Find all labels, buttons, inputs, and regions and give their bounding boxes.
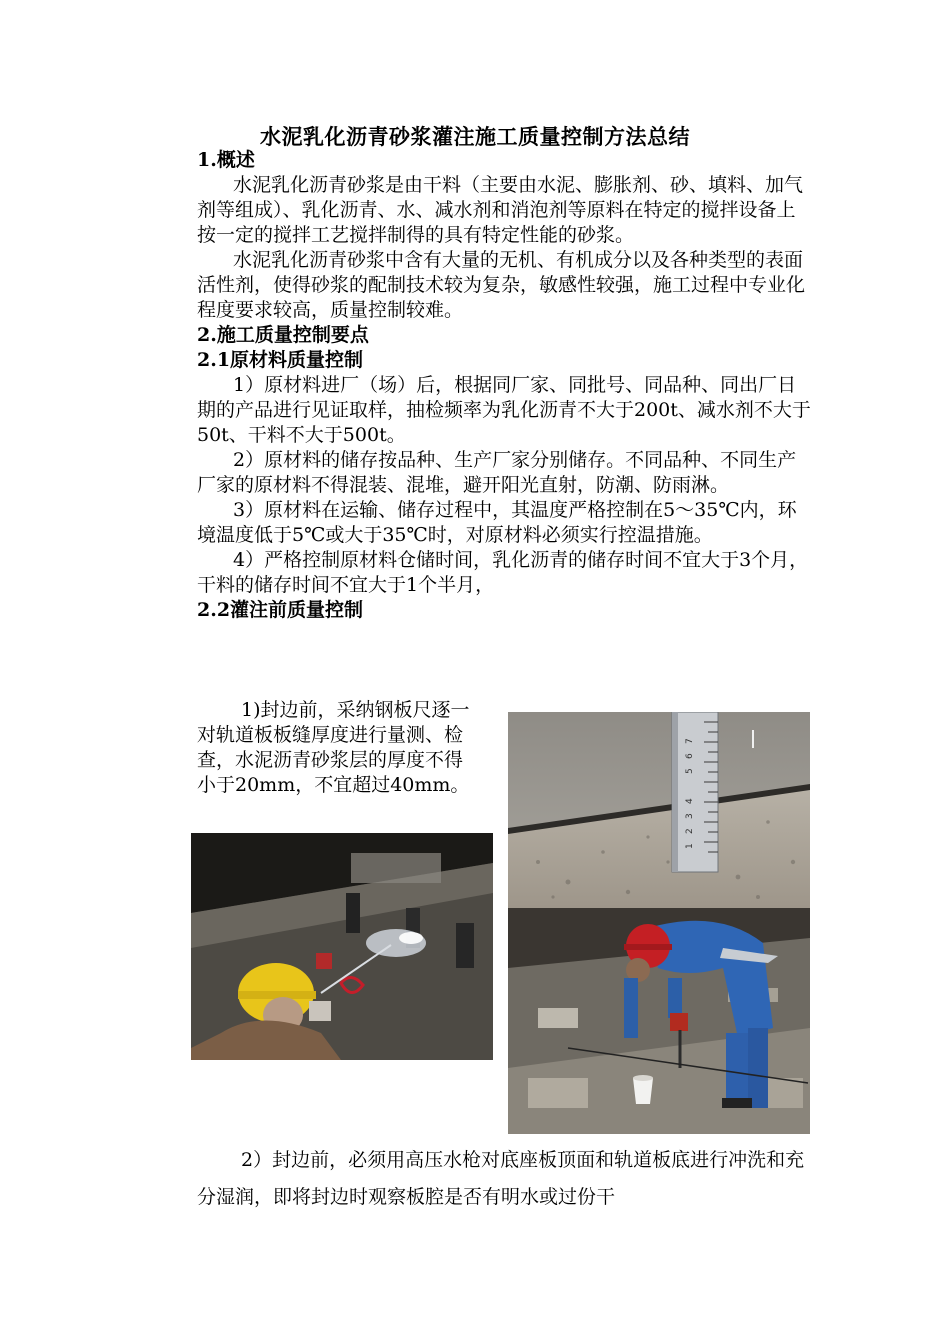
section-1-paragraph-1: 水泥乳化沥青砂浆是由干料（主要由水泥、膨胀剂、砂、填料、加气剂等组成）、乳化沥青、水、减水剂和消泡剂等原料在特定的搅拌设备上按一定的搅拌工艺搅拌制得的具有特定性能的砂浆。	[197, 174, 804, 246]
section-2-1-item-3: 3）原材料在运输、储存过程中，其温度严格控制在5～35℃内，环境温度低于5℃或大于35℃时，对原材料必须实行控温措施。	[197, 499, 797, 546]
ruler-digit: 7	[685, 738, 695, 744]
ruler-digit: 1	[685, 843, 695, 849]
ruler-digit: 5	[685, 768, 695, 774]
section-2-2-item-1: 1)封边前，采纳钢板尺逐一对轨道板板缝厚度进行量测、检查，水泥沥青砂浆层的厚度不得小于20mm，不宜超过40mm。	[197, 699, 470, 796]
section-2-1-item-1: 1）原材料进厂（场）后，根据同厂家、同批号、同品种、同出厂日期的产品进行见证取样，抽检频率为乳化沥青不大于200t、减水剂不大于50t、干料不大于500t。	[197, 374, 811, 446]
section-2-heading: 2.施工质量控制要点	[197, 324, 369, 346]
section-2-2-heading: 2.2灌注前质量控制	[197, 599, 364, 621]
document-title: 水泥乳化沥青砂浆灌注施工质量控制方法总结	[260, 124, 690, 149]
ruler-digit: 4	[685, 798, 695, 804]
section-1-heading: 1.概述	[197, 149, 255, 171]
section-1-paragraph-2: 水泥乳化沥青砂浆中含有大量的无机、有机成分以及各种类型的表面活性剂，使得砂浆的配制技术较为复杂，敏感性较强，施工过程中专业化程度要求较高，质量控制较难。	[197, 249, 806, 321]
ruler-measurement-photo	[508, 712, 810, 908]
ruler-digit: 3	[685, 813, 695, 819]
section-2-1-heading: 2.1原材料质量控制	[197, 349, 364, 371]
ruler-digit: 2	[685, 828, 695, 834]
section-2-1-item-4: 4）严格控制原材料仓储时间，乳化沥青的储存时间不宜大于3个月，干料的储存时间不宜大于1个半月，	[197, 549, 809, 596]
worker-drilling-photo	[508, 908, 810, 1134]
section-2-1-item-2: 2）原材料的储存按品种、生产厂家分别储存。不同品种、不同生产厂家的原材料不得混装、混堆，避开阳光直射，防潮、防雨淋。	[197, 449, 797, 496]
water-spray-photo	[191, 833, 493, 1060]
ruler-digit: 6	[685, 753, 695, 759]
section-2-2-item-2: 2）封边前，必须用高压水枪对底座板顶面和轨道板底进行冲洗和充分湿润，即将封边时观察板腔是否有明水或过份干	[197, 1149, 805, 1208]
section-1	[197, 148, 812, 623]
